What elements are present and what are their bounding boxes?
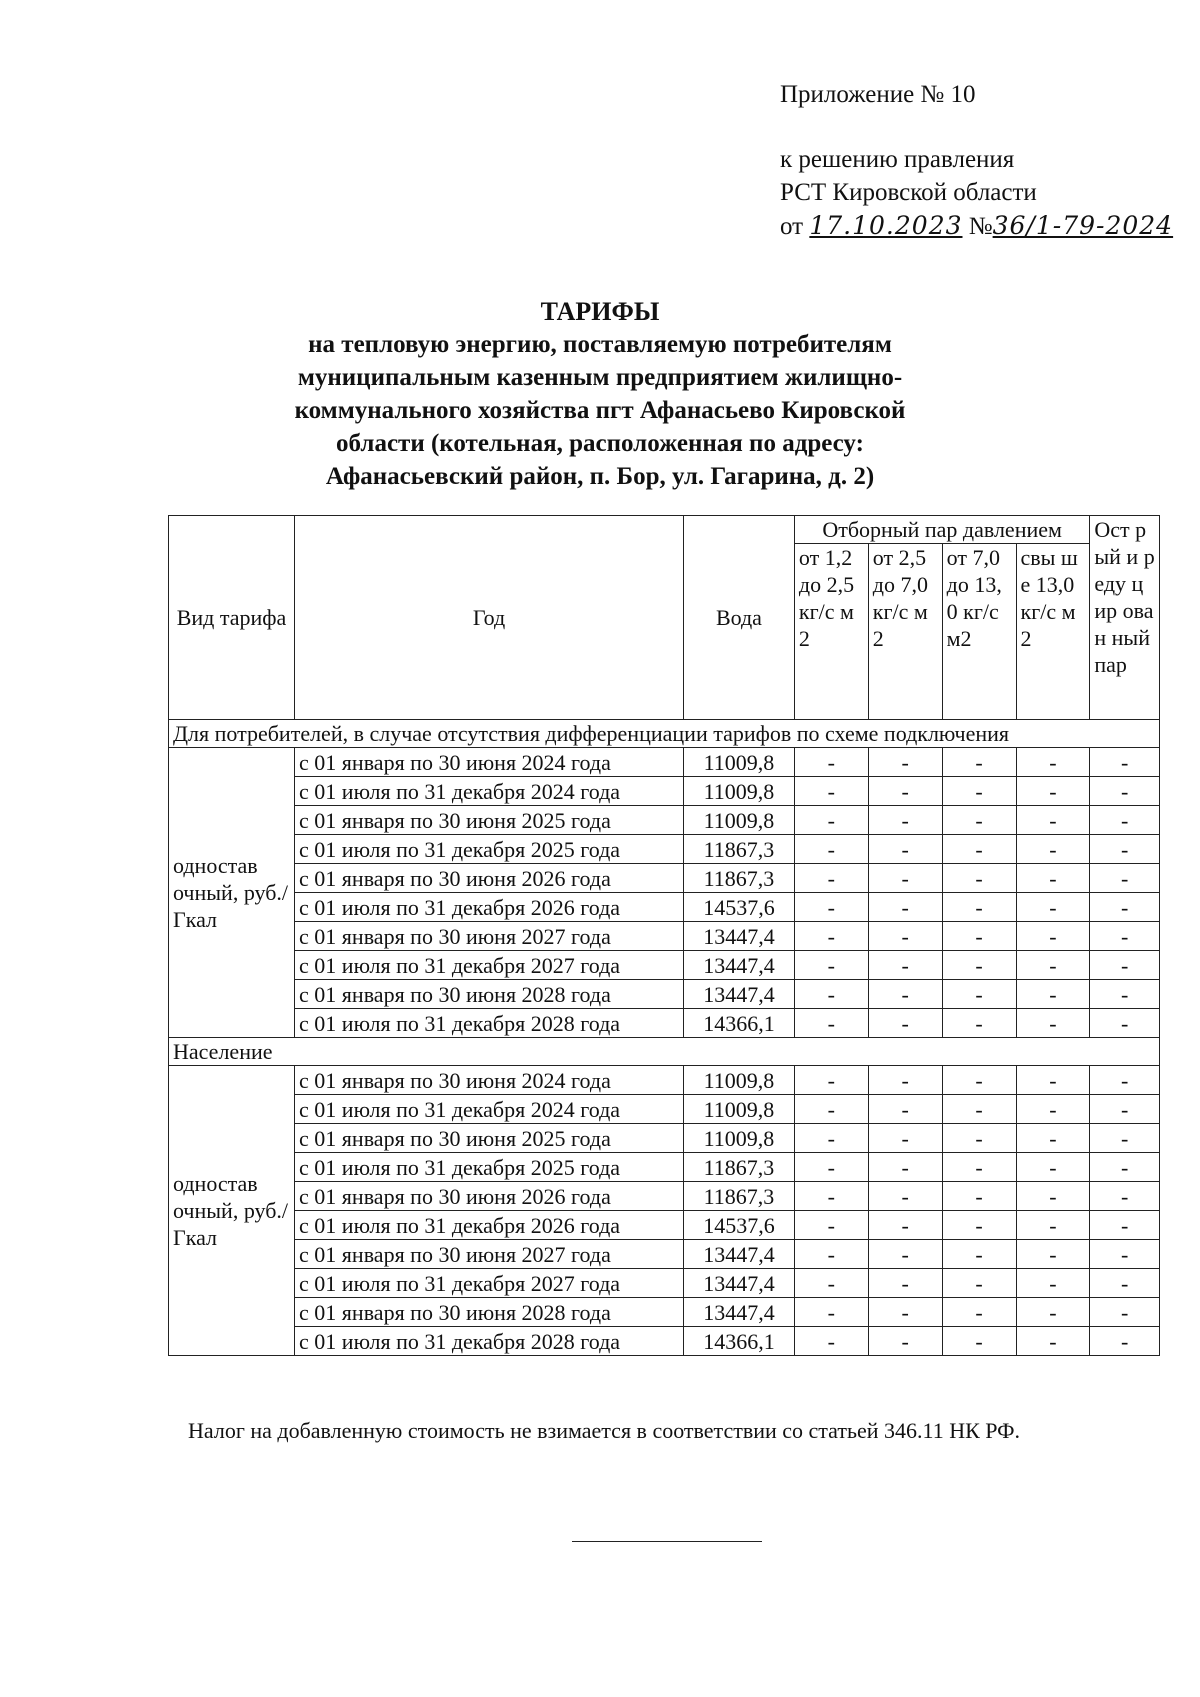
steam-value-cell: - bbox=[868, 922, 942, 951]
steam-value-cell: - bbox=[868, 806, 942, 835]
period-cell: с 01 июля по 31 декабря 2025 года bbox=[295, 835, 684, 864]
steam-value-cell: - bbox=[942, 1066, 1016, 1095]
tariff-kind: одностав очный, руб./Гкал bbox=[169, 748, 295, 1038]
water-value-cell: 11867,3 bbox=[684, 1153, 795, 1182]
period-cell: с 01 июля по 31 декабря 2025 года bbox=[295, 1153, 684, 1182]
steam-value-cell: - bbox=[794, 893, 868, 922]
steam-value-cell: - bbox=[1016, 806, 1090, 835]
title-line: на тепловую энергию, поставляемую потребителям bbox=[308, 331, 892, 358]
period-cell: с 01 июля по 31 декабря 2028 года bbox=[295, 1009, 684, 1038]
steam-value-cell: - bbox=[1090, 1153, 1160, 1182]
water-value-cell: 11867,3 bbox=[684, 835, 795, 864]
steam-value-cell: - bbox=[1016, 951, 1090, 980]
steam-value-cell: - bbox=[794, 1269, 868, 1298]
annex-header bbox=[780, 78, 1173, 243]
steam-value-cell: - bbox=[942, 1327, 1016, 1356]
steam-value-cell: - bbox=[942, 748, 1016, 777]
steam-value-cell: - bbox=[794, 1095, 868, 1124]
steam-value-cell: - bbox=[1090, 1095, 1160, 1124]
period-cell: с 01 января по 30 июня 2026 года bbox=[295, 864, 684, 893]
header-year: Год bbox=[295, 516, 684, 720]
steam-value-cell: - bbox=[942, 864, 1016, 893]
header-steam-2: от 2,5 до 7,0 кг/с м2 bbox=[868, 544, 942, 720]
table-row bbox=[169, 1298, 1160, 1327]
water-value-cell: 11009,8 bbox=[684, 1095, 795, 1124]
steam-value-cell: - bbox=[942, 980, 1016, 1009]
title-line: области (котельная, расположенная по адресу: bbox=[336, 430, 864, 457]
tariffs-body bbox=[169, 720, 1160, 1356]
steam-value-cell: - bbox=[1090, 1182, 1160, 1211]
steam-value-cell: - bbox=[942, 777, 1016, 806]
document-title bbox=[170, 295, 1030, 493]
vat-note: Налог на добавленную стоимость не взимается в соответствии со статьей 346.11 НК РФ. bbox=[188, 1418, 1021, 1443]
steam-value-cell: - bbox=[942, 893, 1016, 922]
steam-value-cell: - bbox=[942, 1095, 1016, 1124]
period-cell: с 01 января по 30 июня 2025 года bbox=[295, 1124, 684, 1153]
table-row bbox=[169, 1153, 1160, 1182]
steam-value-cell: - bbox=[1090, 806, 1160, 835]
title-line: Афанасьевский район, п. Бор, ул. Гагарина, д. 2) bbox=[325, 463, 875, 490]
water-value-cell: 11009,8 bbox=[684, 777, 795, 806]
steam-value-cell: - bbox=[794, 951, 868, 980]
steam-value-cell: - bbox=[794, 1298, 868, 1327]
table-row bbox=[169, 1124, 1160, 1153]
water-value-cell: 14537,6 bbox=[684, 893, 795, 922]
steam-value-cell: - bbox=[794, 777, 868, 806]
period-cell: с 01 января по 30 июня 2028 года bbox=[295, 1298, 684, 1327]
table-row bbox=[169, 1009, 1160, 1038]
table-row bbox=[169, 835, 1160, 864]
table-row bbox=[169, 748, 1160, 777]
steam-value-cell: - bbox=[1090, 1269, 1160, 1298]
steam-value-cell: - bbox=[942, 1298, 1016, 1327]
period-cell: с 01 января по 30 июня 2024 года bbox=[295, 748, 684, 777]
steam-value-cell: - bbox=[942, 1153, 1016, 1182]
water-value-cell: 13447,4 bbox=[684, 1269, 795, 1298]
steam-value-cell: - bbox=[868, 748, 942, 777]
steam-value-cell: - bbox=[868, 980, 942, 1009]
steam-value-cell: - bbox=[1016, 1211, 1090, 1240]
period-cell: с 01 июля по 31 декабря 2027 года bbox=[295, 951, 684, 980]
steam-value-cell: - bbox=[1090, 893, 1160, 922]
period-cell: с 01 января по 30 июня 2028 года bbox=[295, 980, 684, 1009]
table-row bbox=[169, 806, 1160, 835]
steam-value-cell: - bbox=[942, 1124, 1016, 1153]
steam-value-cell: - bbox=[942, 922, 1016, 951]
steam-value-cell: - bbox=[794, 748, 868, 777]
period-cell: с 01 июля по 31 декабря 2028 года bbox=[295, 1327, 684, 1356]
steam-value-cell: - bbox=[868, 777, 942, 806]
water-value-cell: 13447,4 bbox=[684, 951, 795, 980]
steam-value-cell: - bbox=[942, 1269, 1016, 1298]
handwritten-doc-number: 36/1-79-2024 bbox=[992, 211, 1174, 240]
water-value-cell: 11009,8 bbox=[684, 1124, 795, 1153]
table-row bbox=[169, 1327, 1160, 1356]
steam-value-cell: - bbox=[1016, 748, 1090, 777]
title-line: муниципальным казенным предприятием жилищно- bbox=[297, 364, 903, 391]
steam-value-cell: - bbox=[794, 1240, 868, 1269]
steam-value-cell: - bbox=[1016, 1124, 1090, 1153]
steam-value-cell: - bbox=[1090, 835, 1160, 864]
water-value-cell: 14366,1 bbox=[684, 1009, 795, 1038]
table-row bbox=[169, 893, 1160, 922]
table-row bbox=[169, 922, 1160, 951]
period-cell: с 01 июля по 31 декабря 2027 года bbox=[295, 1269, 684, 1298]
header-steam-group: Отборный пар давлением bbox=[794, 516, 1090, 544]
water-value-cell: 11867,3 bbox=[684, 1182, 795, 1211]
steam-value-cell: - bbox=[1016, 922, 1090, 951]
steam-value-cell: - bbox=[868, 951, 942, 980]
period-cell: с 01 июля по 31 декабря 2024 года bbox=[295, 777, 684, 806]
steam-value-cell: - bbox=[1016, 777, 1090, 806]
water-value-cell: 13447,4 bbox=[684, 980, 795, 1009]
section-label: Для потребителей, в случае отсутствия дифференциации тарифов по схеме подключения bbox=[169, 720, 1160, 748]
water-value-cell: 13447,4 bbox=[684, 1240, 795, 1269]
steam-value-cell: - bbox=[1016, 980, 1090, 1009]
table-row bbox=[169, 1269, 1160, 1298]
annex-line-authority: РСТ Кировской области bbox=[780, 179, 1037, 206]
steam-value-cell: - bbox=[1090, 980, 1160, 1009]
table-row bbox=[169, 1211, 1160, 1240]
header-kind: Вид тарифа bbox=[169, 516, 295, 720]
table-row bbox=[169, 1182, 1160, 1211]
annex-number: Приложение № 10 bbox=[780, 81, 976, 108]
steam-value-cell: - bbox=[794, 980, 868, 1009]
section-label: Население bbox=[169, 1038, 1160, 1066]
header-steam-4: свы ше 13,0 кг/с м2 bbox=[1016, 544, 1090, 720]
table-row bbox=[169, 864, 1160, 893]
steam-value-cell: - bbox=[868, 1211, 942, 1240]
steam-value-cell: - bbox=[1090, 1298, 1160, 1327]
steam-value-cell: - bbox=[1016, 1240, 1090, 1269]
steam-value-cell: - bbox=[868, 1182, 942, 1211]
table-row bbox=[169, 1066, 1160, 1095]
steam-value-cell: - bbox=[868, 1153, 942, 1182]
steam-value-cell: - bbox=[1016, 1327, 1090, 1356]
steam-value-cell: - bbox=[794, 922, 868, 951]
steam-value-cell: - bbox=[1016, 1298, 1090, 1327]
period-cell: с 01 января по 30 июня 2027 года bbox=[295, 922, 684, 951]
steam-value-cell: - bbox=[868, 1124, 942, 1153]
steam-value-cell: - bbox=[1016, 1153, 1090, 1182]
steam-value-cell: - bbox=[868, 835, 942, 864]
steam-value-cell: - bbox=[1090, 1124, 1160, 1153]
table-row bbox=[169, 951, 1160, 980]
steam-value-cell: - bbox=[1016, 1066, 1090, 1095]
steam-value-cell: - bbox=[942, 835, 1016, 864]
water-value-cell: 11009,8 bbox=[684, 806, 795, 835]
annex-line-decision: к решению правления bbox=[780, 146, 1015, 173]
period-cell: с 01 июля по 31 декабря 2026 года bbox=[295, 893, 684, 922]
header-steam-1: от 1,2 до 2,5 кг/с м2 bbox=[794, 544, 868, 720]
steam-value-cell: - bbox=[794, 1182, 868, 1211]
water-value-cell: 13447,4 bbox=[684, 922, 795, 951]
table-row bbox=[169, 777, 1160, 806]
steam-value-cell: - bbox=[868, 1269, 942, 1298]
steam-value-cell: - bbox=[1090, 922, 1160, 951]
steam-value-cell: - bbox=[1090, 1066, 1160, 1095]
steam-value-cell: - bbox=[942, 806, 1016, 835]
steam-value-cell: - bbox=[794, 1153, 868, 1182]
steam-value-cell: - bbox=[868, 1298, 942, 1327]
steam-value-cell: - bbox=[868, 1240, 942, 1269]
steam-value-cell: - bbox=[1090, 1327, 1160, 1356]
title-line: коммунального хозяйства пгт Афанасьево Кировской bbox=[294, 397, 906, 424]
steam-value-cell: - bbox=[1016, 1182, 1090, 1211]
steam-value-cell: - bbox=[1016, 893, 1090, 922]
period-cell: с 01 января по 30 июня 2024 года bbox=[295, 1066, 684, 1095]
steam-value-cell: - bbox=[868, 1066, 942, 1095]
table-row bbox=[169, 1240, 1160, 1269]
steam-value-cell: - bbox=[1090, 777, 1160, 806]
steam-value-cell: - bbox=[1016, 835, 1090, 864]
steam-value-cell: - bbox=[868, 1009, 942, 1038]
steam-value-cell: - bbox=[1090, 1211, 1160, 1240]
steam-value-cell: - bbox=[868, 1095, 942, 1124]
steam-value-cell: - bbox=[1016, 1009, 1090, 1038]
handwritten-date: 17.10.2023 bbox=[809, 211, 963, 240]
steam-value-cell: - bbox=[942, 1182, 1016, 1211]
steam-value-cell: - bbox=[868, 893, 942, 922]
steam-value-cell: - bbox=[1090, 1009, 1160, 1038]
steam-value-cell: - bbox=[1090, 1240, 1160, 1269]
title-main: ТАРИФЫ bbox=[540, 297, 660, 326]
steam-value-cell: - bbox=[1016, 1095, 1090, 1124]
steam-value-cell: - bbox=[1016, 1269, 1090, 1298]
water-value-cell: 13447,4 bbox=[684, 1298, 795, 1327]
steam-value-cell: - bbox=[1090, 951, 1160, 980]
header-steam-3: от 7,0 до 13,0 кг/с м2 bbox=[942, 544, 1016, 720]
steam-value-cell: - bbox=[942, 1240, 1016, 1269]
period-cell: с 01 января по 30 июня 2025 года bbox=[295, 806, 684, 835]
water-value-cell: 11009,8 bbox=[684, 748, 795, 777]
steam-value-cell: - bbox=[868, 1327, 942, 1356]
period-cell: с 01 января по 30 июня 2026 года bbox=[295, 1182, 684, 1211]
annex-date-line: от 17.10.2023 №36/1-79-2024 bbox=[780, 211, 1174, 240]
water-value-cell: 14366,1 bbox=[684, 1327, 795, 1356]
steam-value-cell: - bbox=[794, 806, 868, 835]
steam-value-cell: - bbox=[794, 1066, 868, 1095]
steam-value-cell: - bbox=[794, 864, 868, 893]
steam-value-cell: - bbox=[1016, 864, 1090, 893]
steam-value-cell: - bbox=[942, 1211, 1016, 1240]
period-cell: с 01 июля по 31 декабря 2024 года bbox=[295, 1095, 684, 1124]
closing-rule bbox=[572, 1541, 762, 1542]
table-row bbox=[169, 980, 1160, 1009]
tariffs-table bbox=[168, 515, 1160, 1356]
water-value-cell: 11867,3 bbox=[684, 864, 795, 893]
steam-value-cell: - bbox=[794, 835, 868, 864]
table-row bbox=[169, 1095, 1160, 1124]
steam-value-cell: - bbox=[1090, 864, 1160, 893]
steam-value-cell: - bbox=[794, 1211, 868, 1240]
steam-value-cell: - bbox=[1090, 748, 1160, 777]
steam-value-cell: - bbox=[942, 1009, 1016, 1038]
water-value-cell: 11009,8 bbox=[684, 1066, 795, 1095]
period-cell: с 01 января по 30 июня 2027 года bbox=[295, 1240, 684, 1269]
water-value-cell: 14537,6 bbox=[684, 1211, 795, 1240]
steam-value-cell: - bbox=[794, 1327, 868, 1356]
steam-value-cell: - bbox=[868, 864, 942, 893]
steam-value-cell: - bbox=[942, 951, 1016, 980]
header-sharp-steam: Ост рый и реду цир ован ный пар bbox=[1090, 516, 1160, 720]
tariff-kind: одностав очный, руб./Гкал bbox=[169, 1066, 295, 1356]
steam-value-cell: - bbox=[794, 1124, 868, 1153]
steam-value-cell: - bbox=[794, 1009, 868, 1038]
period-cell: с 01 июля по 31 декабря 2026 года bbox=[295, 1211, 684, 1240]
header-water: Вода bbox=[684, 516, 795, 720]
